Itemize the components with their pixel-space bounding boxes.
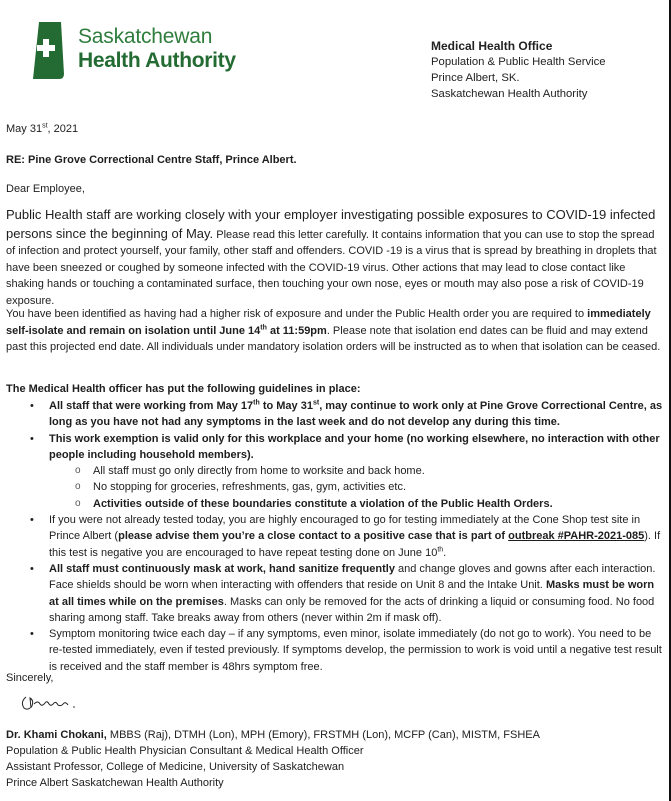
signatory-name: Dr. Khami Chokani, MBBS (Raj), DTMH (Lon), MPH (Emory), FRSTMH (Lon), MCFP (Can), MISTM, FSHEA [6, 729, 540, 741]
bullet-icon: • [30, 514, 34, 527]
list-item: • This work exemption is valid only for this workplace and your home (no working elsewhere, no interaction with other people including household members). [30, 432, 660, 461]
office-line: Saskatchewan Health Authority [431, 88, 588, 100]
list-item: • All staff must continuously mask at work, hand sanitize frequently and change gloves and gowns after each interaction. Face shields should be worn when interacting with offenders that reside on Unit 8 and the Intake Unit. Masks must be worn at all times while on the premises. Masks can only be removed for the acts of drinking a liquid or consuming food. No food sharing among staff. Take breaks away from others (never within 2m if mask off). [30, 562, 656, 624]
office-address [431, 38, 606, 102]
circle-bullet-icon: o [75, 465, 81, 477]
bullet-icon: • [30, 400, 34, 412]
office-line: Population & Public Health Service [431, 56, 606, 68]
sub-list-item: o No stopping for groceries, refreshments, gas, gym, activities etc. [0, 479, 666, 495]
circle-bullet-icon: o [75, 497, 81, 509]
guidelines-list [0, 398, 666, 675]
signature-icon [18, 694, 88, 712]
list-item: • All staff that were working from May 17th to May 31st, may continue to work only at Pine Grove Correctional Centre, as long as you have not had any symptoms in the last week and do not develop any during this time. [30, 399, 663, 429]
signatory-title: Assistant Professor, College of Medicine, University of Saskatchewan [6, 761, 345, 773]
list-item: • If you were not already tested today, you are highly encouraged to go for testing immediately at the Cone Shop test site in Prince Albert (please advise them you’re a close contact to a positive case that is part of outbreak #PAHR-2021-085). If this test is negative you are encouraged to have repeat testing done on June 10th. [30, 514, 661, 559]
health-cross-icon [31, 22, 69, 79]
paragraph-isolation: You have been identified as having had a higher risk of exposure and under the Public Health order you are required to immediately self-isolate and remain on isolation until June 14th at 11:59pm. Please note that isolation end dates can be fluid and may extend past this projected end date. All individuals under mandatory isolation orders will be instructed as to when that isolation can be ceased. [6, 308, 661, 353]
guidelines-heading: The Medical Health officer has put the following guidelines in place: [6, 383, 361, 395]
paragraph-intro: Public Health staff are working closely with your employer investigating possible exposures to COVID-19 infected persons since the beginning of May. Please read this letter carefully. It contains information that you can use to stop the spread of infection and protect yourself, your family, other staff and offenders. COVID -19 is a virus that is spread by breathing in droplets that have been sneezed or coughed by someone infected with the COVID-19 virus. Other actions that may lead to close contact like shaking hands or touching a contaminated surface, then touching your own nose, eyes or mouth may also pose a risk of COVID-19 exposure. [6, 207, 657, 307]
signatory-org: Prince Albert Saskatchewan Health Authority [6, 777, 224, 789]
subject-line: RE: Pine Grove Correctional Centre Staff, Prince Albert. [6, 154, 297, 166]
signatory-title: Population & Public Health Physician Consultant & Medical Health Officer [6, 745, 364, 757]
signature-block [6, 727, 540, 791]
closing: Sincerely, [6, 672, 54, 684]
sha-logo [31, 22, 331, 82]
sub-list-item: o Activities outside of these boundaries constitute a violation of the Public Health Orders. [0, 496, 666, 512]
list-item: • Symptom monitoring twice each day – if any symptoms, even minor, isolate immediately (do not go to work). You need to be re-tested immediately, even if tested previously. If symptoms develop, the permission to work is void until a negative test result is received and the staff member is 48hrs symptom free. [30, 628, 662, 673]
sub-list-item: o All staff must go only directly from home to worksite and back home. [0, 463, 666, 479]
office-title: Medical Health Office [431, 39, 553, 53]
bullet-icon: • [30, 628, 34, 641]
circle-bullet-icon: o [75, 481, 81, 493]
logo-text-saskatchewan: Saskatchewan [78, 25, 213, 48]
outbreak-id: outbreak #PAHR-2021-085 [508, 530, 645, 543]
salutation: Dear Employee, [6, 183, 85, 195]
bullet-icon: • [30, 432, 34, 445]
letter-date: May 31st, 2021 [6, 122, 79, 135]
office-line: Prince Albert, SK. [431, 72, 520, 84]
logo-text-health-authority: Health Authority [78, 49, 236, 72]
bullet-icon: • [30, 562, 34, 575]
